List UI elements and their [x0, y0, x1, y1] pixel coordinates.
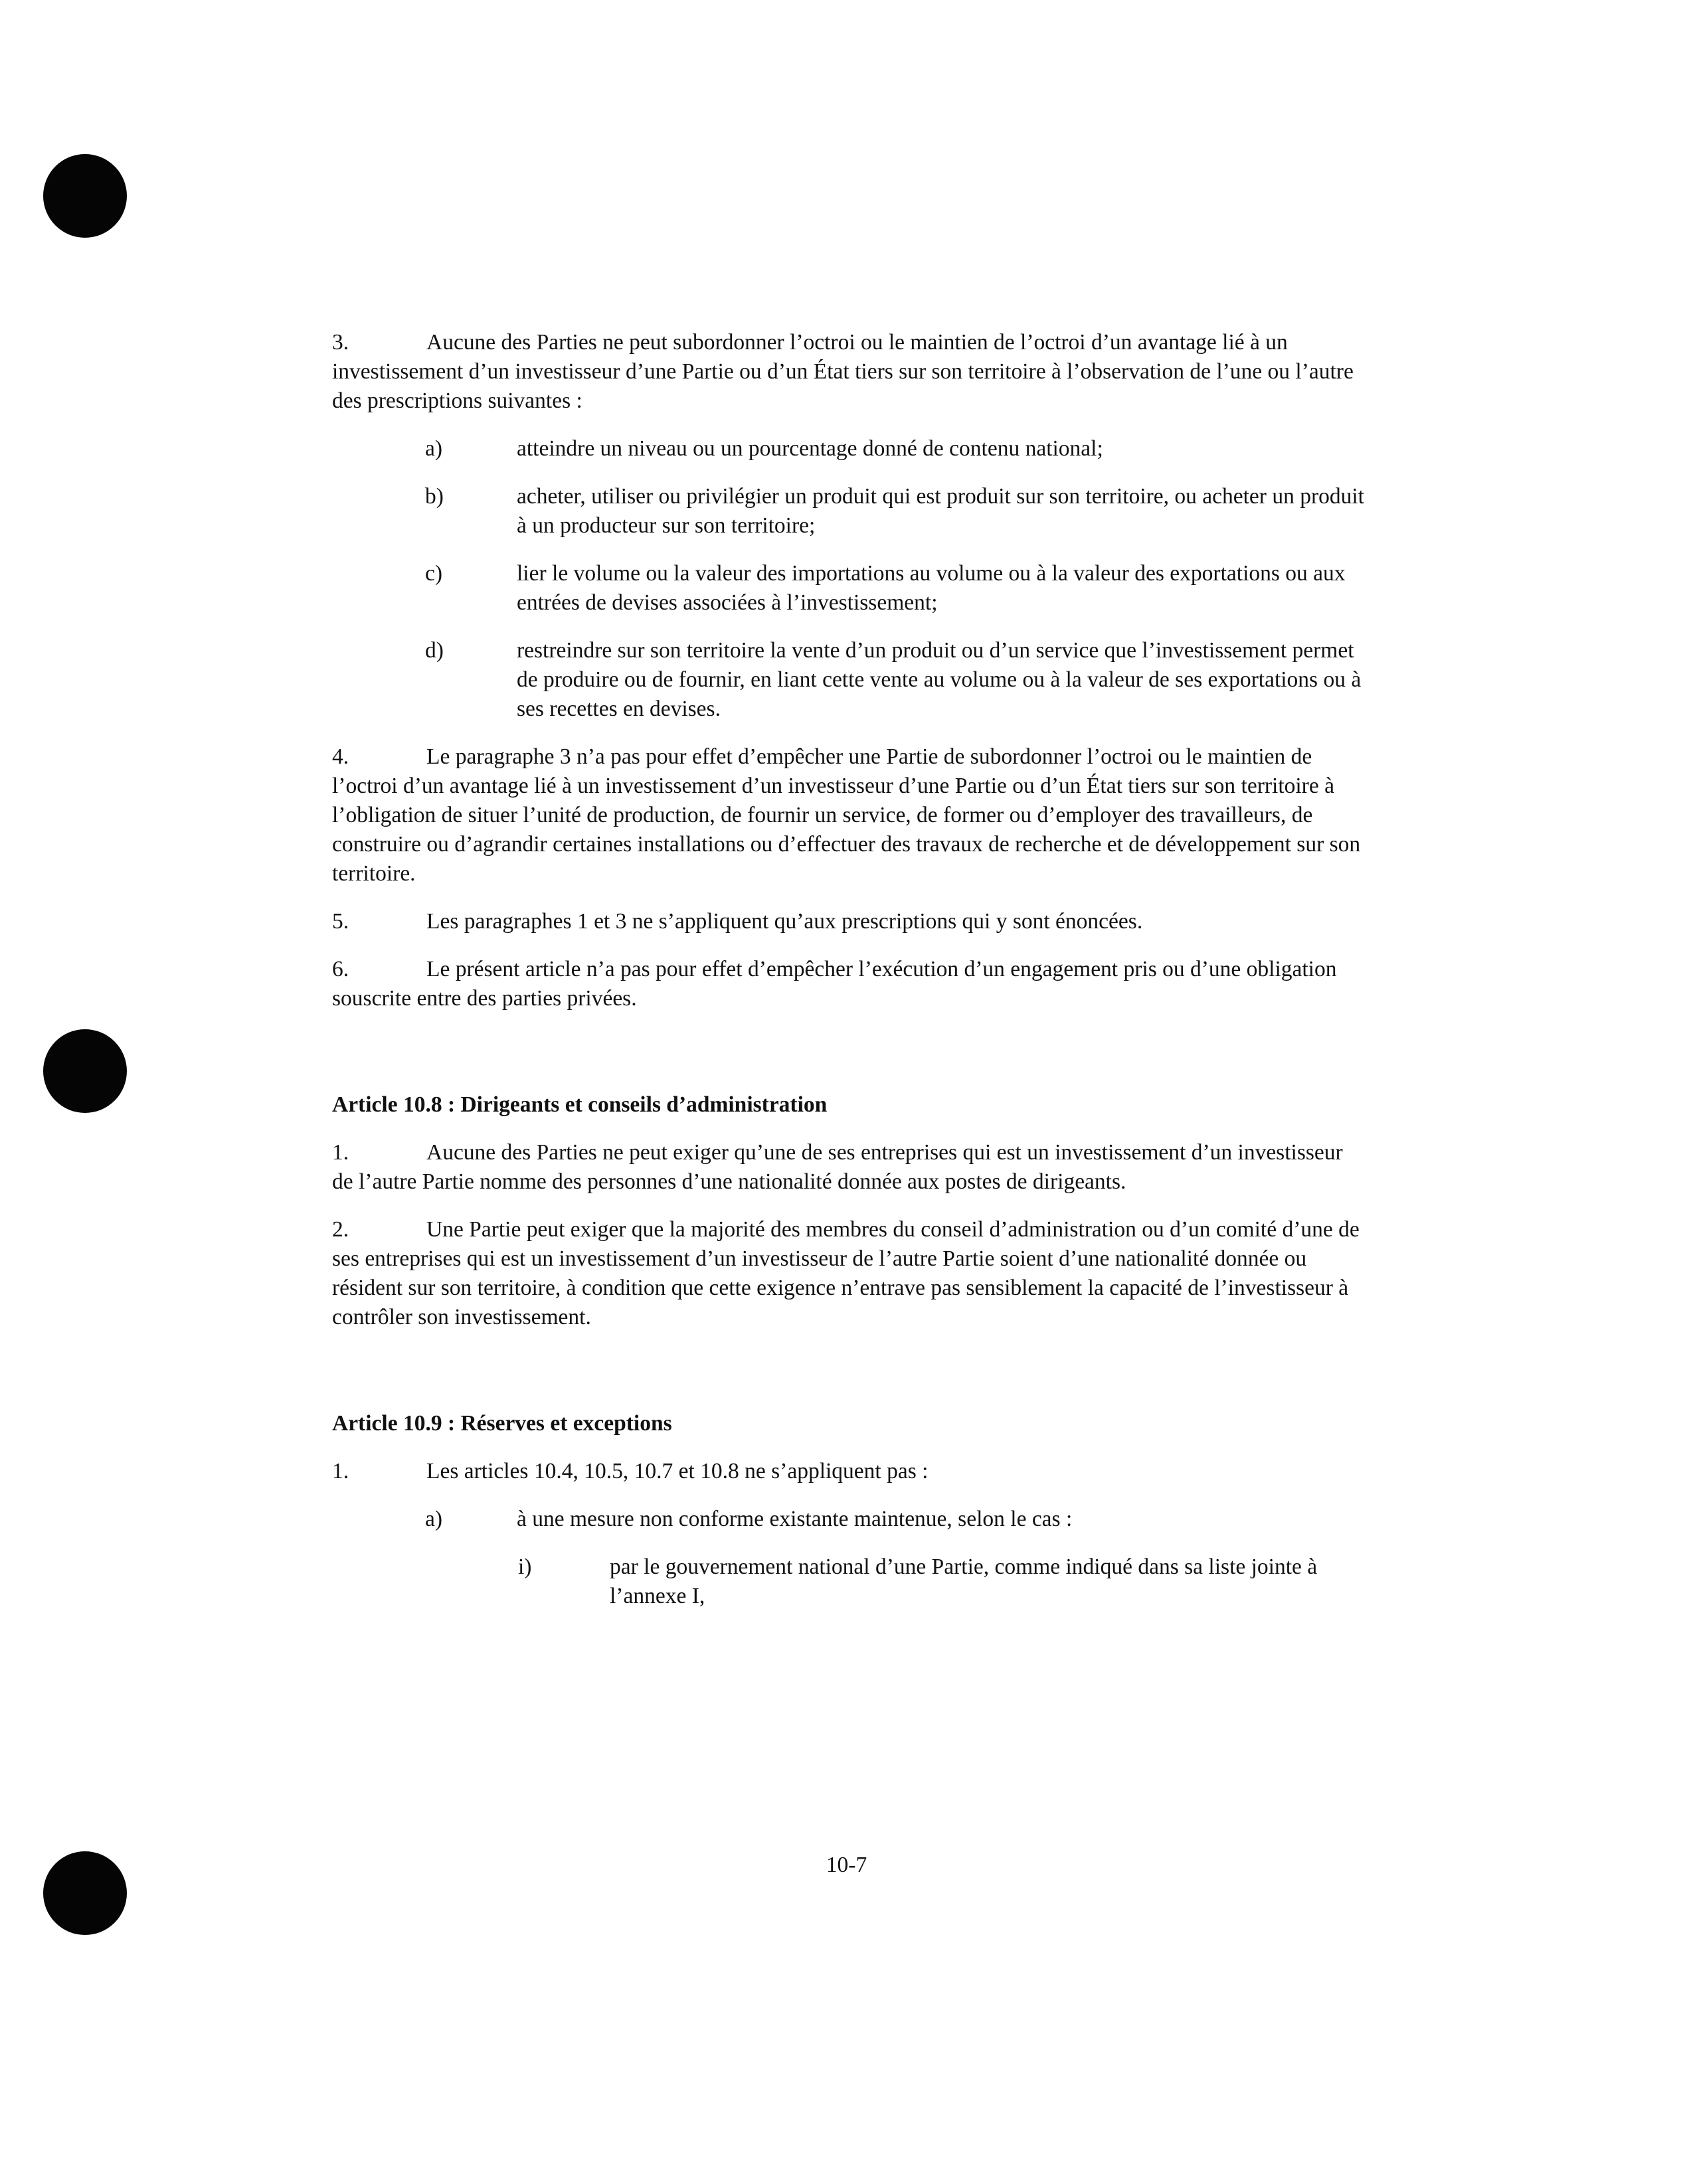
item-label: d): [425, 638, 444, 663]
paragraph-number: 4.: [332, 744, 349, 769]
paragraph-text: Le présent article n’a pas pour effet d’empêcher l’exécution d’un engagement pris ou d’une obligation souscrite entre des parties privées.: [332, 957, 1337, 1011]
document-body: [332, 328, 1368, 1630]
list-item-b: [332, 482, 1368, 541]
article-10-8-paragraph-2: [332, 1215, 1368, 1332]
item-label: b): [425, 484, 444, 509]
article-10-9-heading: Article 10.9 : Réserves et exceptions: [332, 1411, 672, 1436]
paragraph-number: 1.: [332, 1459, 349, 1483]
paragraph-number: 2.: [332, 1217, 349, 1242]
paragraph-text: Une Partie peut exiger que la majorité des membres du conseil d’administration ou d’un comité d’une de ses entreprises qui est un investissement d’un investisseur de l’autre Partie soient d’une nationalité donnée ou résident sur son territoire, à condition que cette exigence n’entrave pas sensiblement la capacité de l’investisseur à contrôler son investissement.: [332, 1217, 1360, 1329]
item-text: atteindre un niveau ou un pourcentage donné de contenu national;: [517, 436, 1103, 461]
paragraph-text: Le paragraphe 3 n’a pas pour effet d’empêcher une Partie de subordonner l’octroi ou le maintien de l’octroi d’un avantage lié à un investissement d’un investisseur d’une Partie ou d’un État tiers sur son territoire à l’obligation de situer l’unité de production, de fournir un service, de former ou d’employer des travailleurs, de construire ou d’agrandir certaines installations ou d’effectuer des travaux de recherche et de développement sur son territoire.: [332, 744, 1361, 886]
paragraph-number: 1.: [332, 1140, 349, 1165]
subitem-text: par le gouvernement national d’une Partie, comme indiqué dans sa liste jointe à l’annexe I,: [610, 1554, 1318, 1608]
paragraph-text: Les articles 10.4, 10.5, 10.7 et 10.8 ne s’appliquent pas :: [426, 1459, 929, 1483]
list-item-a: [332, 434, 1368, 463]
binder-hole-middle: [43, 1029, 127, 1113]
paragraph-number: 6.: [332, 957, 349, 981]
article-10-9-subitem-i: [332, 1553, 1368, 1611]
item-text: à une mesure non conforme existante maintenue, selon le cas :: [517, 1507, 1073, 1531]
paragraph-text: Aucune des Parties ne peut exiger qu’une de ses entreprises qui est un investissement d’un investisseur de l’autre Partie nomme des personnes d’une nationalité donnée aux postes de dirigeants.: [332, 1140, 1343, 1194]
paragraph-number: 5.: [332, 909, 349, 934]
article-10-9-item-a: [332, 1505, 1368, 1534]
subitem-label: i): [518, 1554, 532, 1579]
article-10-8-paragraph-1: [332, 1138, 1368, 1197]
paragraph-4: [332, 742, 1368, 888]
paragraph-text: Les paragraphes 1 et 3 ne s’appliquent qu’aux prescriptions qui y sont énoncées.: [426, 909, 1143, 934]
article-10-9-paragraph-1: [332, 1457, 1368, 1486]
article-10-8-heading: Article 10.8 : Dirigeants et conseils d’administration: [332, 1092, 828, 1117]
item-label: a): [425, 436, 443, 461]
binder-hole-top: [43, 154, 127, 238]
paragraph-6: [332, 955, 1368, 1013]
item-text: restreindre sur son territoire la vente d’un produit ou d’un service que l’investissement permet de produire ou de fournir, en liant cette vente au volume ou à la valeur de ses exportations ou à ses recettes en devises.: [517, 638, 1362, 721]
paragraph-number: 3.: [332, 330, 349, 355]
list-item-d: [332, 636, 1368, 724]
item-text: acheter, utiliser ou privilégier un produit qui est produit sur son territoire, ou acheter un produit à un producteur sur son territoire;: [517, 484, 1364, 538]
list-item-c: [332, 559, 1368, 618]
paragraph-3: [332, 328, 1368, 416]
paragraph-text: Aucune des Parties ne peut subordonner l’octroi ou le maintien de l’octroi d’un avantage lié à un investissement d’un investisseur d’une Partie ou d’un État tiers sur son territoire à l’observation de l’une ou l’autre des prescriptions suivantes :: [332, 330, 1354, 413]
item-label: a): [425, 1507, 443, 1531]
paragraph-5: [332, 907, 1368, 936]
page-number: 10-7: [826, 1853, 867, 1877]
item-text: lier le volume ou la valeur des importations au volume ou à la valeur des exportations ou aux entrées de devises associées à l’investissement;: [517, 561, 1346, 615]
item-label: c): [425, 561, 443, 586]
